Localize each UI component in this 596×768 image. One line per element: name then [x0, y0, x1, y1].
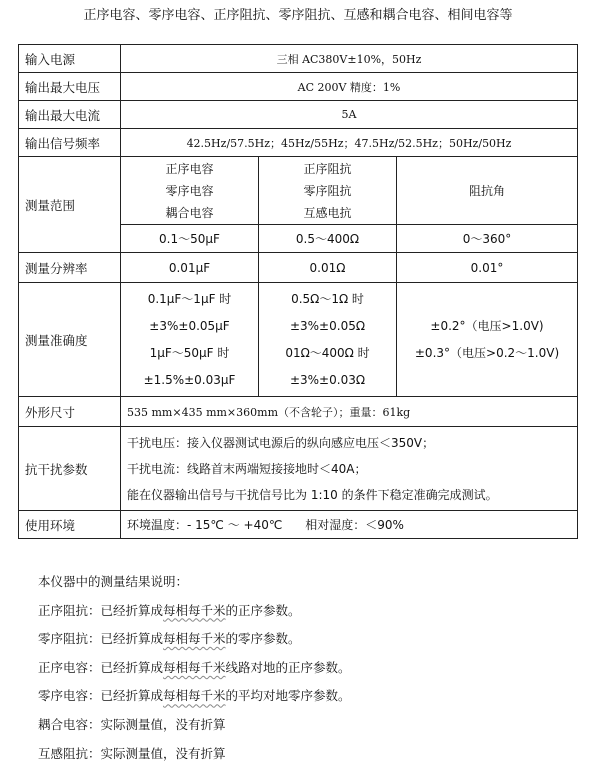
input-power-value: 三相 AC380V±10%，50Hz: [121, 45, 578, 73]
range-col2-line: 正序阻抗: [303, 161, 352, 176]
input-power-label: 输入电源: [19, 45, 121, 73]
notes-section: [38, 568, 351, 768]
note-item: [38, 597, 351, 626]
note-prefix: 耦合电容：实际测量值，没有折算: [38, 716, 226, 732]
note-emph: 每相每千米: [163, 688, 226, 704]
note-emph: 每相每千米: [163, 631, 226, 647]
row-max-current: [19, 101, 578, 129]
range-col1-line: 零序电容: [165, 183, 214, 198]
accuracy-label: 测量准确度: [19, 283, 121, 397]
accuracy-col1-line: ±1.5%±0.03μF: [143, 372, 236, 387]
note-prefix: 零序阻抗：已经折算成: [38, 631, 164, 647]
row-resolution: [19, 253, 578, 283]
note-prefix: 互感阻抗：实际测量值，没有折算: [38, 745, 226, 761]
accuracy-col3: [397, 283, 578, 397]
row-max-voltage: [19, 73, 578, 101]
note-suffix: 的零序参数。: [225, 631, 301, 647]
note-prefix: 正序电容：已经折算成: [38, 659, 164, 675]
range-col1-line: 耦合电容: [165, 205, 214, 220]
environment-value: 环境温度：- 15℃ ～ +40℃ 相对湿度：＜90%: [121, 511, 578, 539]
max-voltage-label: 输出最大电压: [19, 73, 121, 101]
row-dimensions: [19, 397, 578, 427]
anti-interference-line: 干扰电压：接入仪器测试电源后的纵向感应电压＜350V；: [127, 435, 435, 450]
note-suffix: 的正序参数。: [225, 602, 301, 618]
resolution-val1: 0.01μF: [121, 253, 259, 283]
range-col1-header: [121, 157, 259, 225]
max-voltage-value: AC 200V 精度：1%: [121, 73, 578, 101]
range-col1-line: 正序电容: [165, 161, 214, 176]
range-col2-header: [259, 157, 397, 225]
resolution-label: 测量分辨率: [19, 253, 121, 283]
range-val2: 0.5～400Ω: [259, 225, 397, 253]
range-col2-line: 零序阻抗: [303, 183, 352, 198]
note-item: [38, 654, 351, 683]
range-col2-line: 互感电抗: [303, 205, 352, 220]
max-current-label: 输出最大电流: [19, 101, 121, 129]
note-suffix: 的平均对地零序参数。: [225, 688, 351, 704]
environment-label: 使用环境: [19, 511, 121, 539]
resolution-val2: 0.01Ω: [259, 253, 397, 283]
anti-interference-line: 能在仪器输出信号与干扰信号比为 1:10 的条件下稳定准确完成测试。: [127, 487, 498, 502]
accuracy-col2-line: ±3%±0.05Ω: [289, 318, 366, 333]
range-label: 测量范围: [19, 157, 121, 253]
notes-heading: 本仪器中的测量结果说明：: [38, 574, 189, 589]
frequency-label: 输出信号频率: [19, 129, 121, 157]
row-input-power: [19, 45, 578, 73]
max-current-value: 5A: [121, 101, 578, 129]
accuracy-col3-line: ±0.2°（电压>1.0V): [430, 318, 544, 333]
anti-interference-line: 干扰电流：线路首末两端短接接地时＜40A；: [127, 461, 367, 476]
anti-interference-label: 抗干扰参数: [19, 427, 121, 511]
note-prefix: 正序阻抗：已经折算成: [38, 602, 164, 618]
dimensions-value: 535 mm×435 mm×360mm（不含轮子）；重量：61kg: [121, 397, 578, 427]
note-item: [38, 625, 351, 654]
accuracy-col2-line: 01Ω～400Ω 时: [285, 345, 370, 360]
accuracy-col1: [121, 283, 259, 397]
range-col3-header: 阻抗角: [397, 157, 578, 225]
accuracy-col2-line: ±3%±0.03Ω: [289, 372, 366, 387]
dimensions-label: 外形尺寸: [19, 397, 121, 427]
accuracy-col1-line: 0.1μF～1μF 时: [147, 291, 232, 306]
note-suffix: 线路对地的正序参数。: [225, 659, 351, 675]
note-emph: 每相每千米: [163, 659, 226, 675]
row-accuracy: [19, 283, 578, 397]
accuracy-col3-line: ±0.3°（电压>0.2～1.0V): [414, 345, 560, 360]
note-item: [38, 682, 351, 711]
note-emph: 每相每千米: [163, 602, 226, 618]
range-val1: 0.1～50μF: [121, 225, 259, 253]
note-item: [38, 740, 351, 768]
row-anti-interference: [19, 427, 578, 511]
range-val3: 0～360°: [397, 225, 578, 253]
row-range-headers: [19, 157, 578, 225]
page-title: 正序电容、零序电容、正序阻抗、零序阻抗、互感和耦合电容、相间电容等: [83, 8, 513, 23]
note-item: [38, 711, 351, 740]
spec-table: [18, 44, 578, 539]
row-frequency: [19, 129, 578, 157]
anti-interference-value: [121, 427, 578, 511]
resolution-val3: 0.01°: [397, 253, 578, 283]
accuracy-col1-line: 1μF～50μF 时: [149, 345, 230, 360]
accuracy-col2-line: 0.5Ω～1Ω 时: [291, 291, 364, 306]
accuracy-col1-line: ±3%±0.05μF: [149, 318, 230, 333]
row-environment: [19, 511, 578, 539]
note-prefix: 零序电容：已经折算成: [38, 688, 164, 704]
frequency-value: 42.5Hz/57.5Hz；45Hz/55Hz；47.5Hz/52.5Hz；50Hz/50Hz: [121, 129, 578, 157]
accuracy-col2: [259, 283, 397, 397]
